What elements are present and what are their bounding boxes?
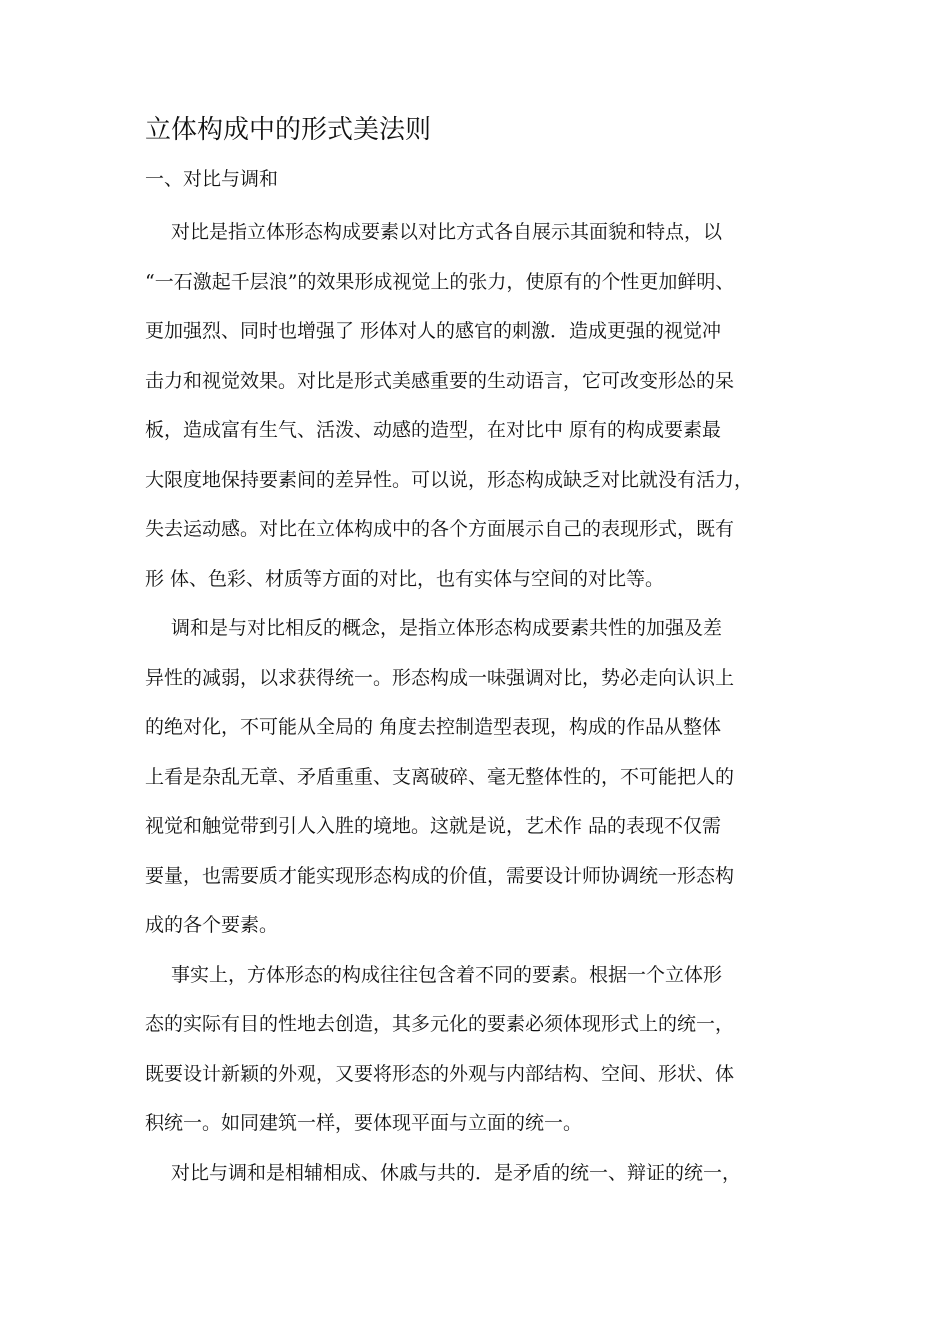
paragraph-unity [145, 951, 810, 1149]
paragraph-line: 击力和视觉效果。对比是形式美感重要的生动语言，它可改变形怂的呆 [145, 369, 735, 392]
section-heading: 一、对比与调和 [145, 168, 279, 190]
paragraph-line: 板，造成富有生气、活泼、动感的造型，在对比中 原有的构成要素最 [145, 419, 722, 441]
paragraph-conclusion [145, 1149, 810, 1199]
paragraph-line: 大限度地保持要素间的差异性。可以说，形态构成缺乏对比就没有活力， [145, 468, 754, 491]
paragraph-contrast [145, 208, 810, 604]
paragraph-line: 既要设计新颖的外观，又要将形态的外观与内部结构、空间、形状、体 [145, 1062, 735, 1085]
paragraph-line: 上看是杂乱无章、矛盾重重、支离破碎、毫无整体性的，不可能把人的 [145, 765, 735, 788]
paragraph-line: 视觉和触觉带到引人入胜的境地。这就是说，艺术作 品的表现不仅需 [145, 815, 722, 837]
paragraph-line: 更加强烈、同时也增强了 形体对人的感官的刺激．造成更强的视觉冲 [145, 320, 722, 342]
paragraph-line: 要量，也需要质才能实现形态构成的价值，需要设计师协调统一形态构 [145, 864, 735, 887]
paragraph-line: 形 体、色彩、材质等方面的对比，也有实体与空间的对比等。 [145, 567, 665, 590]
paragraph-line: 积统一。如同建筑一样，要体现平面与立面的统一。 [145, 1112, 583, 1134]
paragraph-harmony [145, 604, 810, 951]
paragraph-line: 失去运动感。对比在立体构成中的各个方面展示自己的表现形式，既有 [145, 518, 735, 540]
paragraph-line: 异性的减弱，以求获得统一。形态构成一味强调对比，势必走向认识上 [145, 666, 735, 689]
paragraph-line: 态的实际有目的性地去创造，其多元化的要素必须体现形式上的统一， [145, 1013, 735, 1035]
paragraph-line: “一石激起千层浪”的效果形成视觉上的张力，使原有的个性更加鲜明、 [145, 270, 735, 293]
document-page [145, 104, 810, 1198]
paragraph-line: 成的各个要素。 [145, 914, 279, 936]
paragraph-line: 的绝对化，不可能从全局的 角度去控制造型表现，构成的作品从整体 [145, 716, 722, 738]
paragraph-line: 事实上，方体形态的构成往往包含着不同的要素。根据一个立体形 [171, 963, 723, 986]
paragraph-line: 对比是指立体形态构成要素以对比方式各自展示其面貌和特点，以 [171, 221, 723, 243]
paragraph-line: 对比与调和是相辅相成、休戚与共的．是矛盾的统一、辩证的统一， [171, 1161, 742, 1184]
document-title: 立体构成中的形式美法则 [145, 115, 432, 145]
paragraph-line: 调和是与对比相反的概念，是指立体形态构成要素共性的加强及差 [171, 617, 723, 639]
